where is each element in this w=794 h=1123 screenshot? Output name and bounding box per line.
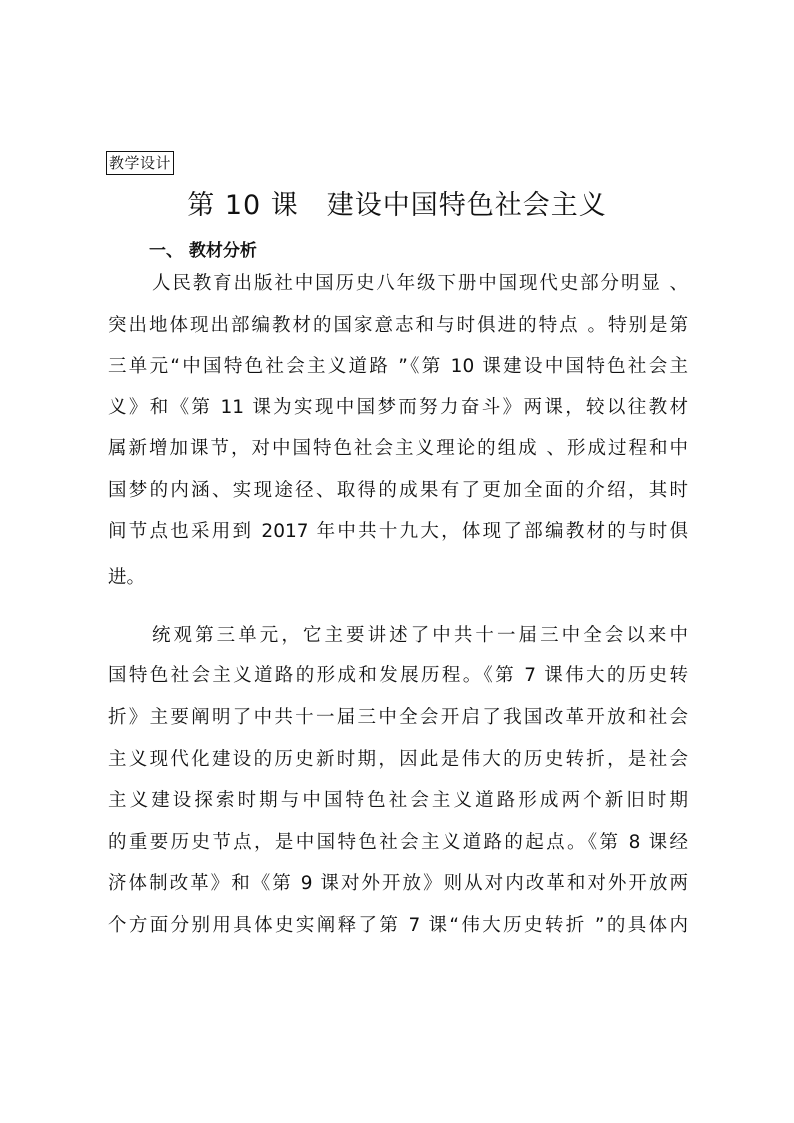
paragraph-1-line: 义》和《第 11 课为实现中国梦而努力奋斗》两课，较以往教材 <box>108 397 688 418</box>
paragraph-2-line: 主义建设探索时期与中国特色社会主义道路形成两个新旧时期 <box>108 790 688 811</box>
paragraph-2-line: 个方面分别用具体史实阐释了第 7 课“伟大历史转折 ”的具体内 <box>108 915 688 936</box>
paragraph-1-line: 属新增加课节，对中国特色社会主义理论的组成 、形成过程和中 <box>108 438 688 459</box>
paragraph-2-line: 的重要历史节点，是中国特色社会主义道路的起点。《第 8 课经 <box>108 832 688 853</box>
paragraph-1-line: 间节点也采用到 2017 年中共十九大，体现了部编教材的与时俱 <box>108 521 688 542</box>
paragraph-2-line: 国特色社会主义道路的形成和发展历程。《第 7 课伟大的历史转 <box>108 665 688 686</box>
paragraph-2-line: 济体制改革》和《第 9 课对外开放》则从对内改革和对外开放两 <box>108 873 688 894</box>
paragraph-1-line: 国梦的内涵、实现途径、取得的成果有了更加全面的介绍，其时 <box>108 480 688 501</box>
section-heading: 一、 教材分析 <box>149 241 257 261</box>
paragraph-2-line: 统观第三单元，它主要讲述了中共十一届三中全会以来中 <box>152 625 688 646</box>
document-tag: 教学设计 <box>106 151 174 175</box>
paragraph-1-line: 进。 <box>108 567 146 588</box>
page-title: 第 10 课 建设中国特色社会主义 <box>187 190 607 221</box>
paragraph-1-line: 突出地体现出部编教材的国家意志和与时俱进的特点 。特别是第 <box>108 315 688 336</box>
paragraph-1-line: 三单元“中国特色社会主义道路 ”《第 10 课建设中国特色社会主 <box>108 356 688 377</box>
paragraph-1-line: 人民教育出版社中国历史八年级下册中国现代史部分明显 、 <box>152 273 688 294</box>
paragraph-2-line: 折》主要阐明了中共十一届三中全会开启了我国改革开放和社会 <box>108 707 688 728</box>
paragraph-2-line: 主义现代化建设的历史新时期，因此是伟大的历史转折，是社会 <box>108 749 688 770</box>
